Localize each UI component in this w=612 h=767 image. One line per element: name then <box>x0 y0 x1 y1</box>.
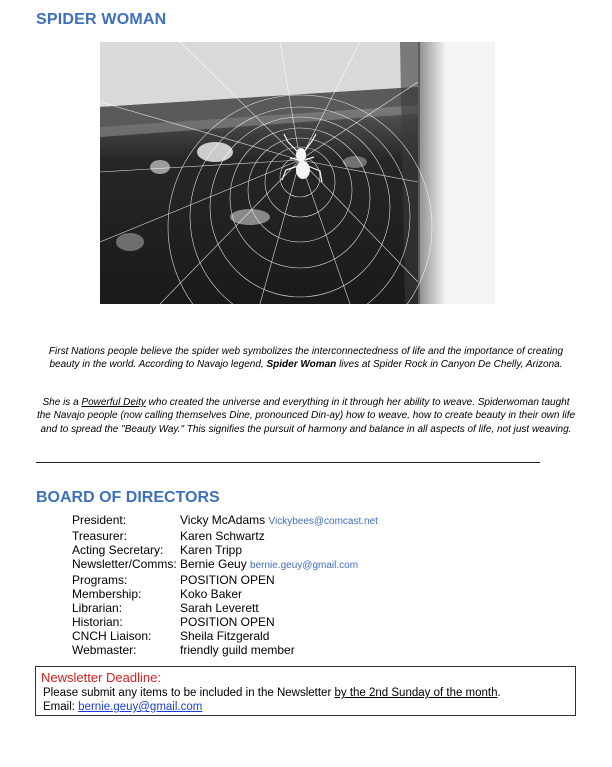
deadline-email-link[interactable]: bernie.geuy@gmail.com <box>78 701 203 713</box>
board-row <box>72 543 378 557</box>
deadline-email-line <box>43 701 202 713</box>
board-title: BOARD OF DIRECTORS <box>36 489 220 506</box>
board-role: Membership: <box>72 587 142 601</box>
deadline-text-start: Please submit any items to be included in the Newsletter <box>43 687 335 699</box>
deadline-title: Newsletter Deadline: <box>41 670 161 685</box>
board-member-name: Bernie Geuy <box>180 557 247 571</box>
newsletter-email: bernie.geuy@gmail.com <box>250 560 359 571</box>
powerful-deity-text: Powerful Deity <box>81 397 146 408</box>
intro-p2-text-end: who created the universe and everything in it through her ability to weave. Spiderwoman taught the Navajo people (now calling themselves Dine, pronounced Din-ay) how to weave, how to create beauty in their own life and to spread the "Beauty Way." This signifies the pursuit of harmony and balance in all aspects of life, not just weaving. <box>36 397 576 435</box>
board-member-name: friendly guild member <box>180 643 295 657</box>
section-divider <box>36 462 540 463</box>
board-role: Acting Secretary: <box>72 543 164 557</box>
board-member-name: Karen Schwartz <box>180 529 265 543</box>
newsletter-deadline-box <box>35 666 576 716</box>
board-role: Historian: <box>72 615 123 629</box>
board-role: Newsletter/Comms: <box>72 557 177 571</box>
board-role: Librarian: <box>72 601 123 615</box>
intro-p1-text-end: lives at Spider Rock in Canyon De Chelly, Arizona. <box>336 359 563 371</box>
board-role: CNCH Liaison: <box>72 629 152 643</box>
board-member-name: POSITION OPEN <box>180 573 275 587</box>
spider-web-photo <box>100 42 495 304</box>
spider-web-image <box>100 42 495 304</box>
deadline-text <box>43 687 501 699</box>
board-row <box>72 557 378 573</box>
spider-woman-bold: Spider Woman <box>266 359 337 371</box>
board-member-name: Koko Baker <box>180 587 243 601</box>
deadline-date-text: by the 2nd Sunday of the month <box>334 687 498 699</box>
board-row <box>72 615 378 629</box>
board-member-name: Sarah Leverett <box>180 601 259 615</box>
board-row <box>72 513 378 529</box>
board-row <box>72 573 378 587</box>
board-role: President: <box>72 513 127 527</box>
board-directory <box>72 513 378 657</box>
intro-paragraph-1 <box>36 345 576 372</box>
deadline-text-end: . <box>497 687 501 699</box>
board-member <box>180 513 378 529</box>
board-member-name: Karen Tripp <box>180 543 243 557</box>
board-role: Programs: <box>72 573 128 587</box>
board-role: Treasurer: <box>72 529 127 543</box>
board-row <box>72 643 378 657</box>
intro-p2-text: She is a <box>42 397 82 408</box>
intro-paragraph-2 <box>36 396 576 436</box>
board-member <box>180 557 378 573</box>
board-row <box>72 529 378 543</box>
page-title: SPIDER WOMAN <box>36 11 167 28</box>
intro-p1-text: First Nations people believe the spider web symbolizes the interconnectedness of life and the importance of creating beauty in the world. According to Navajo legend, <box>48 346 564 371</box>
president-email: Vickybees@comcast.net <box>268 516 378 527</box>
board-row <box>72 601 378 615</box>
board-member-name: POSITION OPEN <box>180 615 275 629</box>
board-member-name: Sheila Fitzgerald <box>180 629 270 643</box>
board-row <box>72 629 378 643</box>
board-row <box>72 587 378 601</box>
board-member-name: Vicky McAdams <box>180 513 266 527</box>
email-label: Email: <box>43 701 79 713</box>
board-role: Webmaster: <box>72 643 137 657</box>
